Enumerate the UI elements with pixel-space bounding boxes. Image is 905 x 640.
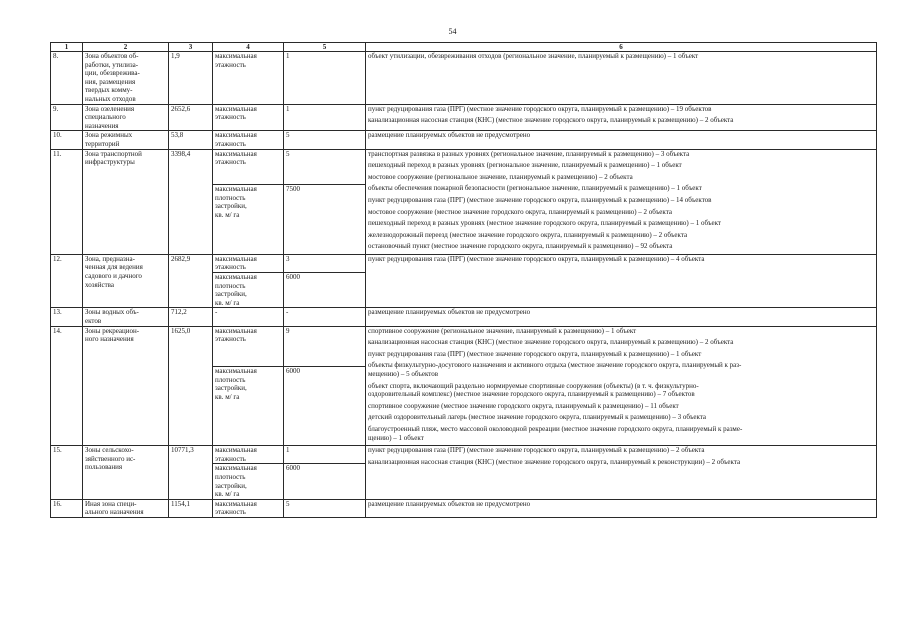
planned-object-line: железнодорожный переезд (местное значение городского округа, планируемый к размещению) – 2 объекта <box>368 230 688 239</box>
parameter-name <box>213 367 284 446</box>
zone-name <box>83 131 169 149</box>
parameter-name-line: этажность <box>215 158 246 167</box>
zone-name-line: ного назначения <box>85 335 134 344</box>
table-row <box>51 254 877 272</box>
parameter-name-line: этажность <box>215 60 246 69</box>
parameter-name <box>213 131 284 149</box>
planned-object-line: канализационная насосная станция (КНС) (местное значение городского округа, планируемый к размещению) – 2 объекта <box>368 116 734 125</box>
zone-name <box>83 254 169 308</box>
planned-object-line: благоустроенный пляж, место массовой околоводной рекреации (местное значение городского округа, планируемый к разме- <box>368 424 743 433</box>
planned-object-line: канализационная насосная станция (КНС) (местное значение городского округа, планируемый к размещению) – 2 объекта <box>368 338 734 347</box>
zone-name-line: назначения <box>85 121 119 130</box>
parameter-value: 6000 <box>284 273 366 308</box>
parameter-value: 5 <box>284 131 366 149</box>
zone-name <box>83 326 169 446</box>
planned-object-line: мостовое сооружение (местное значение городского округа, планируемый к размещению) – 2 объекта <box>368 207 672 216</box>
parameter-name-line: застройки, <box>215 384 247 393</box>
planned-objects <box>366 326 877 446</box>
planned-objects <box>366 254 877 308</box>
planned-objects <box>366 131 877 149</box>
parameter-name-line: плотность <box>215 472 246 481</box>
parameter-name <box>213 308 284 326</box>
parameter-name-line: кв. м/ га <box>215 211 240 220</box>
zone-name-line: Иная зона специ- <box>85 499 137 508</box>
table-row <box>51 131 877 149</box>
parameter-value: 6000 <box>284 464 366 499</box>
planned-object-line: пункт редуцирования газа (ПРГ) (местное значение городского округа, планируемый к размещению) – 2 объекта <box>368 446 705 455</box>
parameter-name-line: максимальная <box>215 499 257 508</box>
parameter-value: 3 <box>284 254 366 272</box>
zone-area: 712,2 <box>169 308 213 326</box>
parameter-name-line: застройки, <box>215 202 247 211</box>
parameter-name <box>213 52 284 105</box>
header-cell: 1 <box>51 43 83 52</box>
planned-object-line: спортивное сооружение (региональное значение, планируемый к размещению) – 1 объект <box>368 326 637 335</box>
table-row <box>51 52 877 105</box>
zone-name <box>83 52 169 105</box>
parameter-name-line: этажность <box>215 139 246 148</box>
zone-name <box>83 149 169 254</box>
planned-object-line: размещение планируемых объектов не предусмотрено <box>368 499 531 508</box>
zone-name-line: нальных отходов <box>85 94 136 103</box>
zone-name-line: ции, обезврежива- <box>85 69 140 78</box>
zone-name-line: Зона, предназна- <box>85 254 135 263</box>
zone-name <box>83 308 169 326</box>
parameter-name-line: плотность <box>215 375 246 384</box>
header-cell: 5 <box>284 43 366 52</box>
parameter-name-line: максимальная <box>215 149 257 158</box>
row-number: 11. <box>51 149 83 254</box>
planned-object-line: пункт редуцирования газа (ПРГ) (местное значение городского округа, планируемый к размещению) – 14 объектов <box>368 195 712 204</box>
parameter-value: 1 <box>284 52 366 105</box>
zone-name <box>83 499 169 517</box>
parameter-name-line: этажность <box>215 263 246 272</box>
zone-name <box>83 446 169 500</box>
parameter-name-line: этажность <box>215 335 246 344</box>
planned-objects <box>366 149 877 254</box>
parameter-name-line: максимальная <box>215 52 257 60</box>
planned-objects <box>366 104 877 131</box>
parameter-name <box>213 104 284 131</box>
parameter-name-line: этажность <box>215 508 246 517</box>
zone-area: 53,8 <box>169 131 213 149</box>
table-row <box>51 446 877 464</box>
parameter-name-line: застройки, <box>215 290 247 299</box>
zone-area: 1,9 <box>169 52 213 105</box>
planned-object-line: мостовое сооружение (региональное значение, планируемый к размещению) – 2 объекта <box>368 172 633 181</box>
planned-object-line: оздоровительный комплекс) (местное значение городского округа, планируемый к размещению) – 7 объектов <box>368 390 695 399</box>
planned-object-line: мещению) – 5 объектов <box>368 370 439 378</box>
parameter-name <box>213 273 284 308</box>
parameter-name <box>213 149 284 185</box>
table-row <box>51 149 877 185</box>
zone-name-line: пользования <box>85 463 123 472</box>
planned-object-line: транспортная развязка в разных уровнях (региональное значение, планируемый к размещению) – 3 объекта <box>368 149 690 158</box>
parameter-name-line: - <box>215 308 218 317</box>
planned-objects <box>366 499 877 517</box>
parameter-value: 5 <box>284 149 366 185</box>
parameter-value: 7500 <box>284 185 366 255</box>
zones-table <box>50 42 877 518</box>
table-row <box>51 104 877 131</box>
parameter-value: 6000 <box>284 367 366 446</box>
zone-name-line: ального назначения <box>85 508 144 517</box>
zone-name-line: ектов <box>85 317 102 326</box>
parameter-name-line: кв. м/ га <box>215 298 240 307</box>
zone-area: 1154,1 <box>169 499 213 517</box>
zone-name-line: ченная для ведения <box>85 263 143 272</box>
row-number: 15. <box>51 446 83 500</box>
parameter-name <box>213 464 284 499</box>
zone-name-line: зяйственного ис- <box>85 454 136 463</box>
planned-object-line: размещение планируемых объектов не предусмотрено <box>368 131 531 140</box>
zone-area: 2652,6 <box>169 104 213 131</box>
parameter-value: 1 <box>284 104 366 131</box>
planned-object-line: остановочный пункт (местное значение городского округа, планируемый к размещению) – 92 объекта <box>368 242 673 251</box>
zone-name-line: твердых комму- <box>85 86 133 95</box>
row-number: 12. <box>51 254 83 308</box>
planned-object-line: объекты обеспечения пожарной безопасности (региональное значение, планируемый к размещению) – 1 объект <box>368 184 702 193</box>
planned-object-line: пункт редуцирования газа (ПРГ) (местное значение городского округа, планируемый к размещению) – 19 объектов <box>368 104 712 113</box>
zone-name-line: Зоны сельскохо- <box>85 446 134 455</box>
parameter-value: 1 <box>284 446 366 464</box>
table-row <box>51 326 877 367</box>
row-number: 14. <box>51 326 83 446</box>
planned-object-line: детский оздоровительный лагерь (местное значение городского округа, планируемый к размещению) – 3 объекта <box>368 413 707 422</box>
parameter-name-line: кв. м/ га <box>215 392 240 401</box>
zone-name-line: Зона озеленения <box>85 104 135 113</box>
zone-name-line: Зона транспортной <box>85 149 142 158</box>
parameter-name <box>213 446 284 464</box>
zone-area: 2682,9 <box>169 254 213 308</box>
zone-name-line: инфраструктуры <box>85 158 135 167</box>
parameter-name-line: этажность <box>215 454 246 463</box>
parameter-name-line: плотность <box>215 193 246 202</box>
zone-name-line: Зона объектов об- <box>85 52 139 60</box>
header-cell: 6 <box>366 43 877 52</box>
parameter-value: 9 <box>284 326 366 367</box>
parameter-name-line: максимальная <box>215 185 257 194</box>
zone-name-line: Зона режимных <box>85 131 133 140</box>
planned-object-line: объект спорта, включающий раздельно нормируемые спортивные сооружения (объекты) (в т. ч. физкультурно- <box>368 381 699 390</box>
zone-name-line: ния, размещения <box>85 77 136 86</box>
zone-area: 10771,3 <box>169 446 213 500</box>
planned-objects <box>366 308 877 326</box>
parameter-name <box>213 499 284 517</box>
planned-object-line: пешеходный переход в разных уровнях (региональное значение, планируемый к размещению) – 1 объект <box>368 161 682 170</box>
zone-name-line: работки, утилиза- <box>85 60 139 69</box>
zone-name-line: специального <box>85 113 126 122</box>
parameter-value: - <box>284 308 366 326</box>
parameter-name-line: застройки, <box>215 481 247 490</box>
planned-object-line: пункт редуцирования газа (ПРГ) (местное значение городского округа, планируемый к размещению) – 1 объект <box>368 349 702 358</box>
table-row <box>51 499 877 517</box>
planned-object-line: пункт редуцирования газа (ПРГ) (местное значение городского округа, планируемый к размещению) – 4 объекта <box>368 254 705 263</box>
row-number: 9. <box>51 104 83 131</box>
planned-object-line: объекты физкультурно-досугового назначения и активного отдыха (местное значение городского округа, планируемый к раз- <box>368 361 742 370</box>
zone-name-line: хозяйства <box>85 280 114 289</box>
parameter-name-line: максимальная <box>215 254 257 263</box>
parameter-name-line: максимальная <box>215 326 257 335</box>
zone-name-line: Зоны рекреацион- <box>85 326 140 335</box>
parameter-value: 5 <box>284 499 366 517</box>
header-cell: 4 <box>213 43 284 52</box>
planned-object-line: объект утилизации, обезвреживания отходов (региональное значение, планируемый к размещению) – 1 объект <box>368 52 699 60</box>
header-cell: 3 <box>169 43 213 52</box>
row-number: 16. <box>51 499 83 517</box>
row-number: 13. <box>51 308 83 326</box>
zone-area: 1625,0 <box>169 326 213 446</box>
parameter-name-line: максимальная <box>215 273 257 282</box>
parameter-name-line: максимальная <box>215 131 257 140</box>
row-number: 10. <box>51 131 83 149</box>
planned-objects <box>366 52 877 105</box>
parameter-name-line: этажность <box>215 113 246 122</box>
parameter-name <box>213 185 284 255</box>
zone-area: 3398,4 <box>169 149 213 254</box>
row-number: 8. <box>51 52 83 105</box>
zone-name-line: территорий <box>85 139 120 148</box>
zone-name-line: садового и дачного <box>85 272 142 281</box>
parameter-name-line: максимальная <box>215 104 257 113</box>
parameter-name <box>213 326 284 367</box>
zone-name-line: Зоны водных объ- <box>85 308 139 317</box>
parameter-name-line: кв. м/ га <box>215 490 240 499</box>
table-header-row <box>51 43 877 52</box>
header-cell: 2 <box>83 43 169 52</box>
parameter-name-line: плотность <box>215 281 246 290</box>
parameter-name-line: максимальная <box>215 446 257 455</box>
planned-object-line: канализационная насосная станция (КНС) (местное значение городского округа, планируемый к реконструкции) – 2 объекта <box>368 457 741 466</box>
parameter-name-line: максимальная <box>215 367 257 376</box>
planned-object-line: спортивное сооружение (местное значение городского округа, планируемый к размещению) – 11 объект <box>368 401 679 410</box>
page-number: 54 <box>448 27 457 36</box>
table-row <box>51 308 877 326</box>
parameter-name-line: максимальная <box>215 464 257 473</box>
zone-name <box>83 104 169 131</box>
planned-object-line: щению) – 1 объект <box>368 433 424 442</box>
planned-object-line: пешеходный переход в разных уровнях (местное значение городского округа, планируемый к размещению) – 1 объект <box>368 219 721 228</box>
planned-object-line: размещение планируемых объектов не предусмотрено <box>368 308 531 317</box>
parameter-name <box>213 254 284 272</box>
planned-objects <box>366 446 877 500</box>
